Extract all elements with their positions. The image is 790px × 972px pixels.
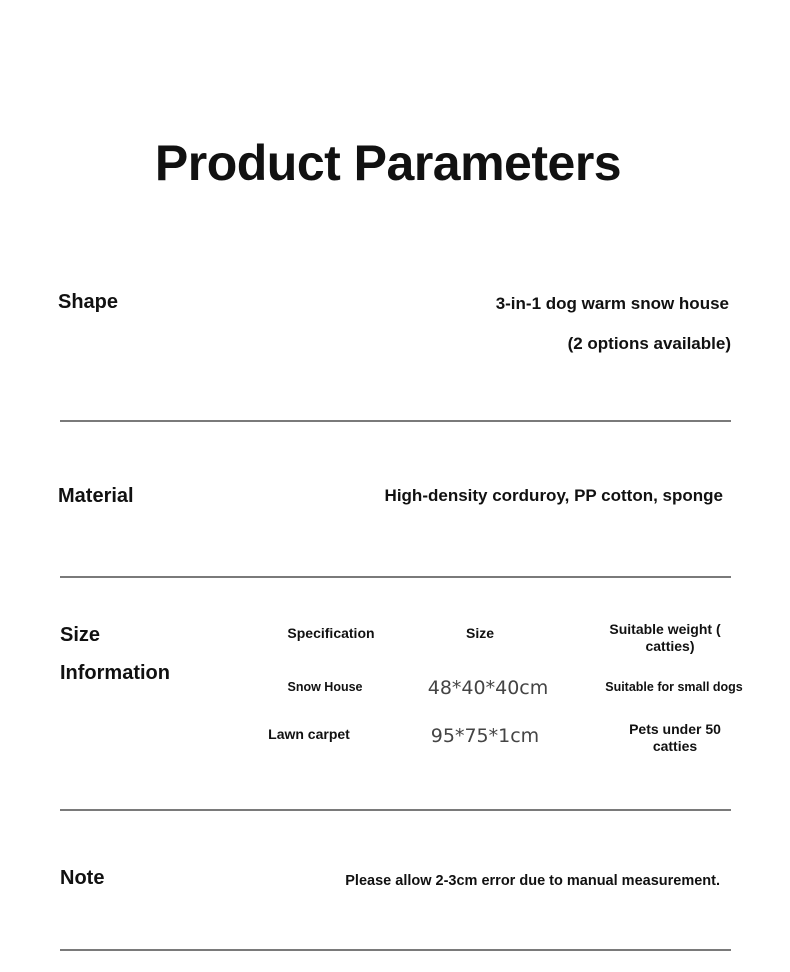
table-row-1-weight: Suitable for small dogs (605, 680, 743, 694)
table-row-2-weight-line2: catties (652, 738, 698, 754)
table-row-2-size: 95*75*1cm (430, 725, 540, 747)
table-header-weight-line2: catties) (645, 638, 695, 654)
material-label: Material (58, 485, 134, 507)
size-info-label-line2: Information (60, 662, 170, 684)
shape-label: Shape (58, 291, 119, 313)
table-row-1-size: 48*40*40cm (427, 677, 549, 699)
size-info-label-line1: Size (60, 624, 101, 646)
table-row-1-spec: Snow House (287, 680, 363, 694)
table-row-2-spec: Lawn carpet (268, 726, 350, 742)
divider-material (60, 576, 731, 578)
table-header-specification: Specification (287, 625, 375, 641)
page-title: Product Parameters (154, 135, 622, 191)
divider-shape (60, 420, 731, 422)
table-header-size: Size (465, 625, 494, 641)
note-value: Please allow 2-3cm error due to manual measurement. (345, 873, 720, 889)
material-value: High-density corduroy, PP cotton, sponge (384, 486, 723, 505)
table-row-2-weight-line1: Pets under 50 (629, 721, 721, 737)
table-header-weight-line1: Suitable weight ( (609, 621, 721, 637)
note-label: Note (60, 867, 105, 889)
shape-value-line2: (2 options available) (567, 334, 731, 353)
divider-note (60, 949, 731, 951)
divider-size-info (60, 809, 731, 811)
shape-value-line1: 3-in-1 dog warm snow house (495, 294, 729, 313)
